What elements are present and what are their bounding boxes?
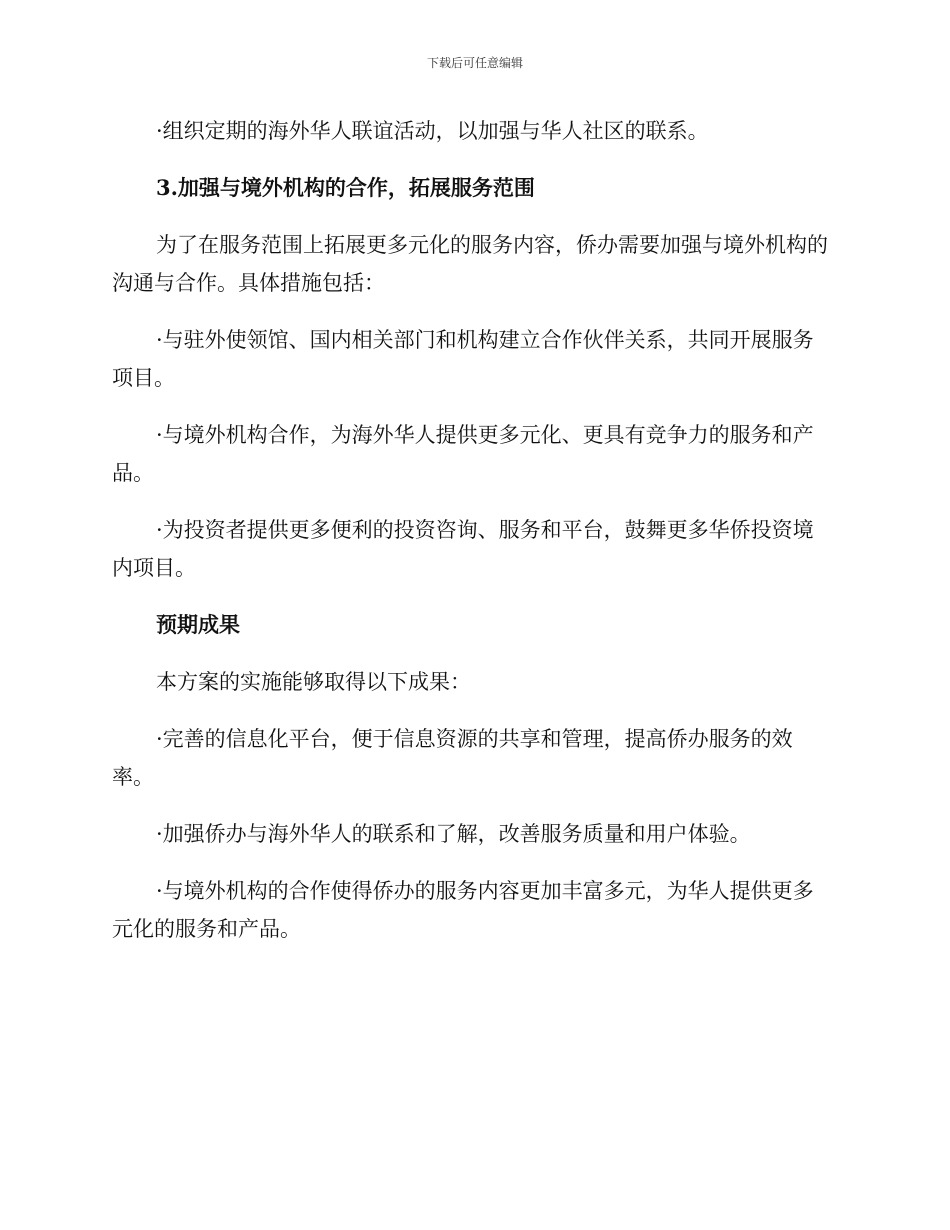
section-heading: 3.加强与境外机构的合作，拓展服务范围 bbox=[156, 175, 535, 200]
body-paragraph: 为了在服务范围上拓展更多元化的服务内容，侨办需要加强与境外机构的沟通与合作。具体措施包括： bbox=[112, 233, 828, 295]
bullet-paragraph: ·与境外机构的合作使得侨办的服务内容更加丰富多元，为华人提供更多元化的服务和产品。 bbox=[112, 879, 814, 941]
page-header: 下载后可任意编辑 bbox=[426, 56, 523, 70]
bullet-paragraph: ·为投资者提供更多便利的投资咨询、服务和平台，鼓舞更多华侨投资境内项目。 bbox=[112, 518, 814, 580]
body-paragraph: 本方案的实施能够取得以下成果： bbox=[156, 670, 471, 694]
bullet-paragraph: ·完善的信息化平台，便于信息资源的共享和管理，提高侨办服务的效率。 bbox=[112, 727, 793, 789]
bullet-paragraph: ·与境外机构合作，为海外华人提供更多元化、更具有竞争力的服务和产品。 bbox=[112, 423, 814, 485]
bullet-paragraph: ·与驻外使领馆、国内相关部门和机构建立合作伙伴关系，共同开展服务项目。 bbox=[112, 328, 814, 390]
document-body bbox=[112, 112, 832, 967]
section-heading: 预期成果 bbox=[156, 612, 240, 637]
bullet-paragraph: ·加强侨办与海外华人的联系和了解，改善服务质量和用户体验。 bbox=[156, 822, 751, 846]
bullet-paragraph: ·组织定期的海外华人联谊活动，以加强与华人社区的联系。 bbox=[156, 119, 709, 143]
